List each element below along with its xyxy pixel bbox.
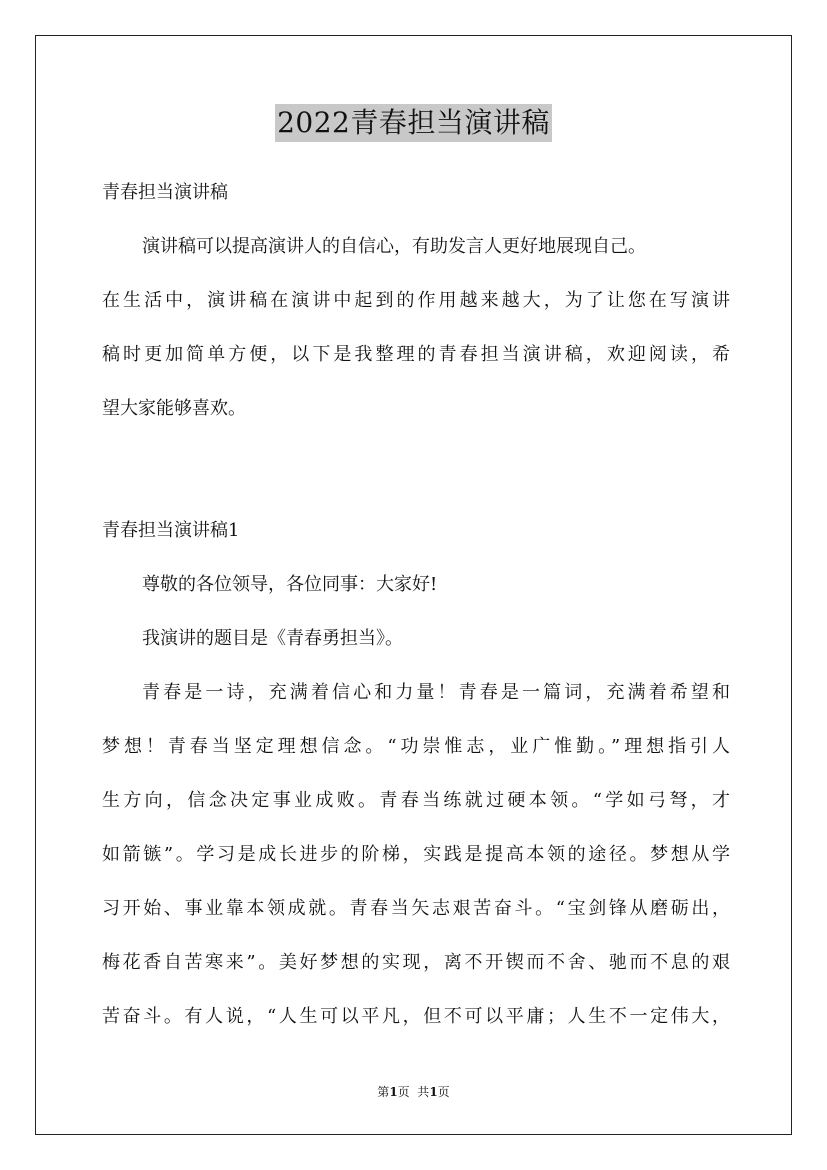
page-footer — [0, 1084, 827, 1100]
document-body — [102, 174, 730, 1035]
intro-line-3: 稿时更加简单方便，以下是我整理的青春担当演讲稿，欢迎阅读，希 — [102, 344, 730, 365]
footer-page-current: 1 — [389, 1085, 398, 1099]
footer-mid: 页 共 — [397, 1085, 430, 1099]
body-line-1: 青春是一诗，充满着信心和力量！青春是一篇词，充满着希望和 — [142, 682, 730, 703]
body-line-6: 梅花香自苦寒来”。美好梦想的实现，离不开锲而不舍、驰而不息的艰 — [102, 952, 730, 973]
intro-line-2: 在生活中，演讲稿在演讲中起到的作用越来越大，为了让您在写演讲 — [102, 290, 730, 311]
intro-line-1: 演讲稿可以提高演讲人的自信心，有助发言人更好地展现自己。 — [142, 236, 646, 257]
topic-line: 我演讲的题目是《青春勇担当》。 — [142, 628, 403, 649]
footer-page-total: 1 — [429, 1085, 438, 1099]
footer-suffix: 页 — [437, 1085, 450, 1099]
body-line-7: 苦奋斗。有人说，“人生可以平凡，但不可以平庸；人生不一定伟大， — [102, 1006, 730, 1027]
intro-line-4: 望大家能够喜欢。 — [102, 398, 246, 419]
body-line-2: 梦想！青春当坚定理想信念。“功崇惟志，业广惟勤。”理想指引人 — [102, 736, 730, 757]
body-line-3: 生方向，信念决定事业成败。青春当练就过硬本领。“学如弓弩，才 — [102, 790, 730, 811]
body-line-5: 习开始、事业靠本领成就。青春当矢志艰苦奋斗。“宝剑锋从磨砺出， — [102, 898, 730, 919]
title-container — [0, 104, 827, 142]
body-line-4: 如箭镞”。学习是成长进步的阶梯，实践是提高本领的途径。梦想从学 — [102, 844, 730, 865]
document-title: 2022青春担当演讲稿 — [275, 104, 552, 142]
intro-heading: 青春担当演讲稿 — [102, 182, 228, 203]
section-heading: 青春担当演讲稿1 — [102, 520, 240, 541]
greeting-line: 尊敬的各位领导，各位同事：大家好! — [142, 574, 438, 595]
footer-prefix: 第 — [377, 1085, 390, 1099]
